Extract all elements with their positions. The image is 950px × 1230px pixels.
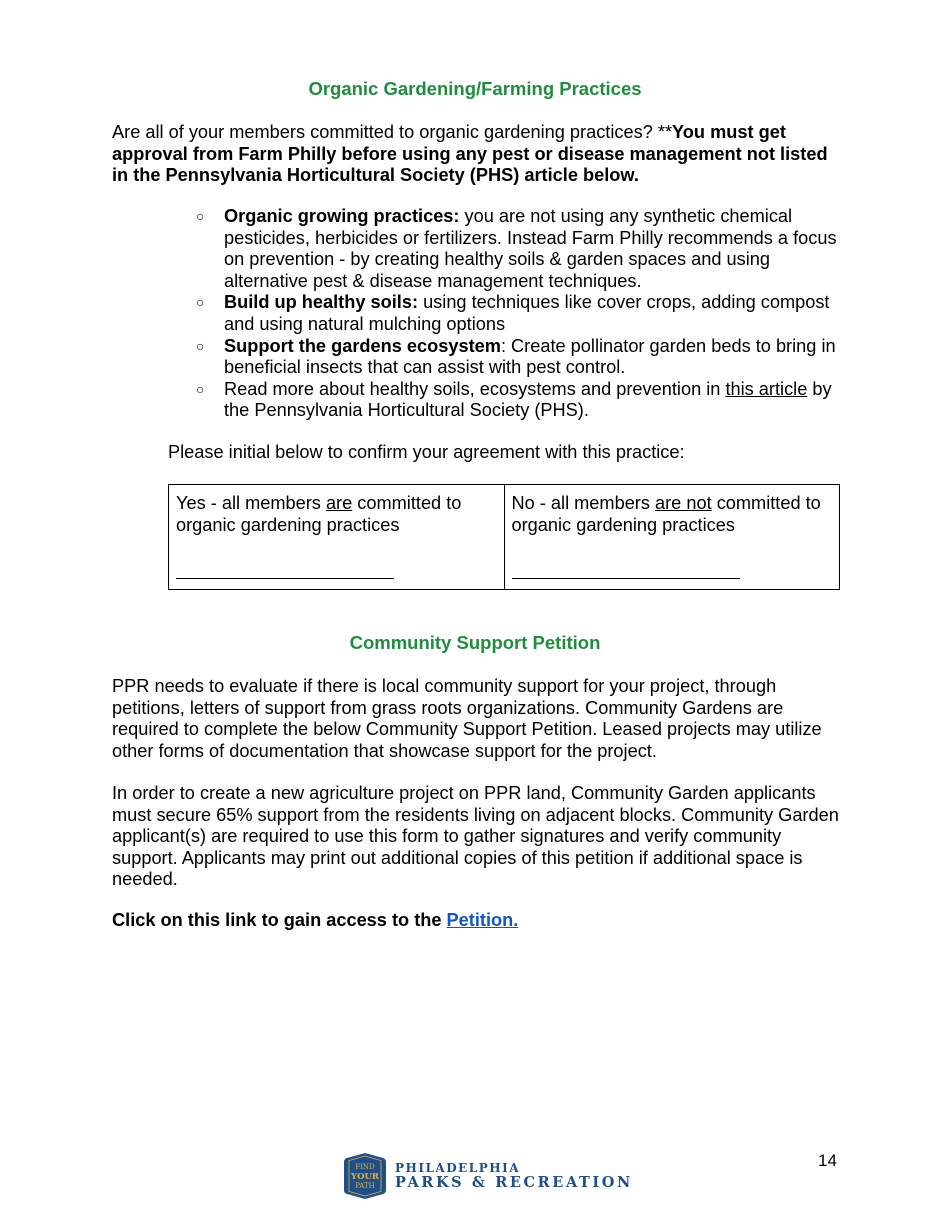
yes-option-emphasis: are	[325, 493, 353, 513]
page-number: 14	[818, 1151, 837, 1170]
list-item	[196, 379, 846, 422]
organic-intro-paragraph	[112, 122, 842, 187]
bullet-circle-icon: ○	[196, 380, 205, 397]
brand-line-1: PHILADELPHIA	[395, 1161, 520, 1175]
no-option-emphasis: are not	[655, 493, 712, 513]
section-title-petition: Community Support Petition	[349, 632, 601, 653]
ppr-logo	[343, 1152, 633, 1200]
petition-paragraph-2: In order to create a new agriculture project on PPR land, Community Garden applicants must secure 65% support from the residents living on adjacent blocks. Community Garden applicant(s) are required to use this form to gather signatures and verify community support. Applicants may print out additional copies of this petition if additional space is needed.	[112, 783, 839, 889]
brand-line-2: PARKS & RECREATION	[395, 1174, 633, 1191]
agreement-table	[168, 484, 840, 590]
yes-option-text: Yes - all members	[176, 493, 326, 513]
bullet-text: : Create pollinator garden beds to bring in beneficial insects that can assist with pest control.	[224, 335, 836, 378]
practices-list	[196, 206, 846, 422]
list-item	[196, 292, 846, 335]
bullet-circle-icon: ○	[196, 337, 205, 354]
petition-link-prefix: Click on this link to gain access to the	[112, 910, 447, 930]
bullet-text: by the Pennsylvania Horticultural Society (PHS).	[224, 378, 832, 421]
intro-plain-text: Are all of your members committed to organic gardening practices? **	[112, 122, 673, 142]
yes-option-text: committed to organic gardening practices	[176, 493, 462, 535]
list-item	[196, 206, 846, 292]
bullet-circle-icon: ○	[196, 208, 205, 224]
bullet-heading: Build up healthy soils:	[224, 292, 419, 313]
yes-initial-line[interactable]	[176, 578, 394, 579]
yes-option-cell	[169, 485, 505, 590]
no-option-cell	[504, 485, 840, 590]
bullet-heading: Organic growing practices:	[224, 206, 460, 226]
confirm-instruction: Please initial below to confirm your agreement with this practice:	[168, 442, 685, 462]
bullet-circle-icon: ○	[196, 294, 205, 311]
no-initial-line[interactable]	[512, 578, 740, 579]
petition-paragraph-1: PPR needs to evaluate if there is local community support for your project, through petitions, letters of support from grass roots organizations. Community Gardens are required to complete the below Community Support Petition. Leased projects may utilize other forms of documentation that showcase support for the project.	[112, 676, 822, 761]
petition-link[interactable]: Petition.	[446, 910, 519, 930]
no-option-text: No - all members	[511, 493, 656, 513]
phs-article-link[interactable]: this article	[725, 378, 808, 399]
badge-word: FIND	[355, 1163, 375, 1171]
bullet-text: Read more about healthy soils, ecosystems and prevention in	[224, 378, 726, 399]
list-item	[196, 336, 846, 379]
badge-word: YOUR	[351, 1172, 379, 1182]
section-title-organic: Organic Gardening/Farming Practices	[308, 78, 642, 99]
bullet-text: using techniques like cover crops, adding compost and using natural mulching options	[224, 292, 830, 334]
bullet-text: you are not using any synthetic chemical pesticides, herbicides or fertilizers. Instead Farm Philly recommends a focus on prevention - by creating healthy soils & garden spaces and using alternative pest & disease management techniques.	[224, 206, 837, 291]
no-option-text: committed to organic gardening practices	[511, 493, 821, 535]
petition-link-line	[112, 910, 518, 931]
find-your-path-badge-icon	[343, 1152, 387, 1200]
badge-word: PATH	[355, 1182, 375, 1190]
intro-bold-text: You must get approval from Farm Philly before using any pest or disease management not listed in the Pennsylvania Horticultural Society (PHS) article below.	[112, 122, 828, 185]
brand-wordmark	[395, 1162, 633, 1190]
bullet-heading: Support the gardens ecosystem	[224, 335, 501, 356]
